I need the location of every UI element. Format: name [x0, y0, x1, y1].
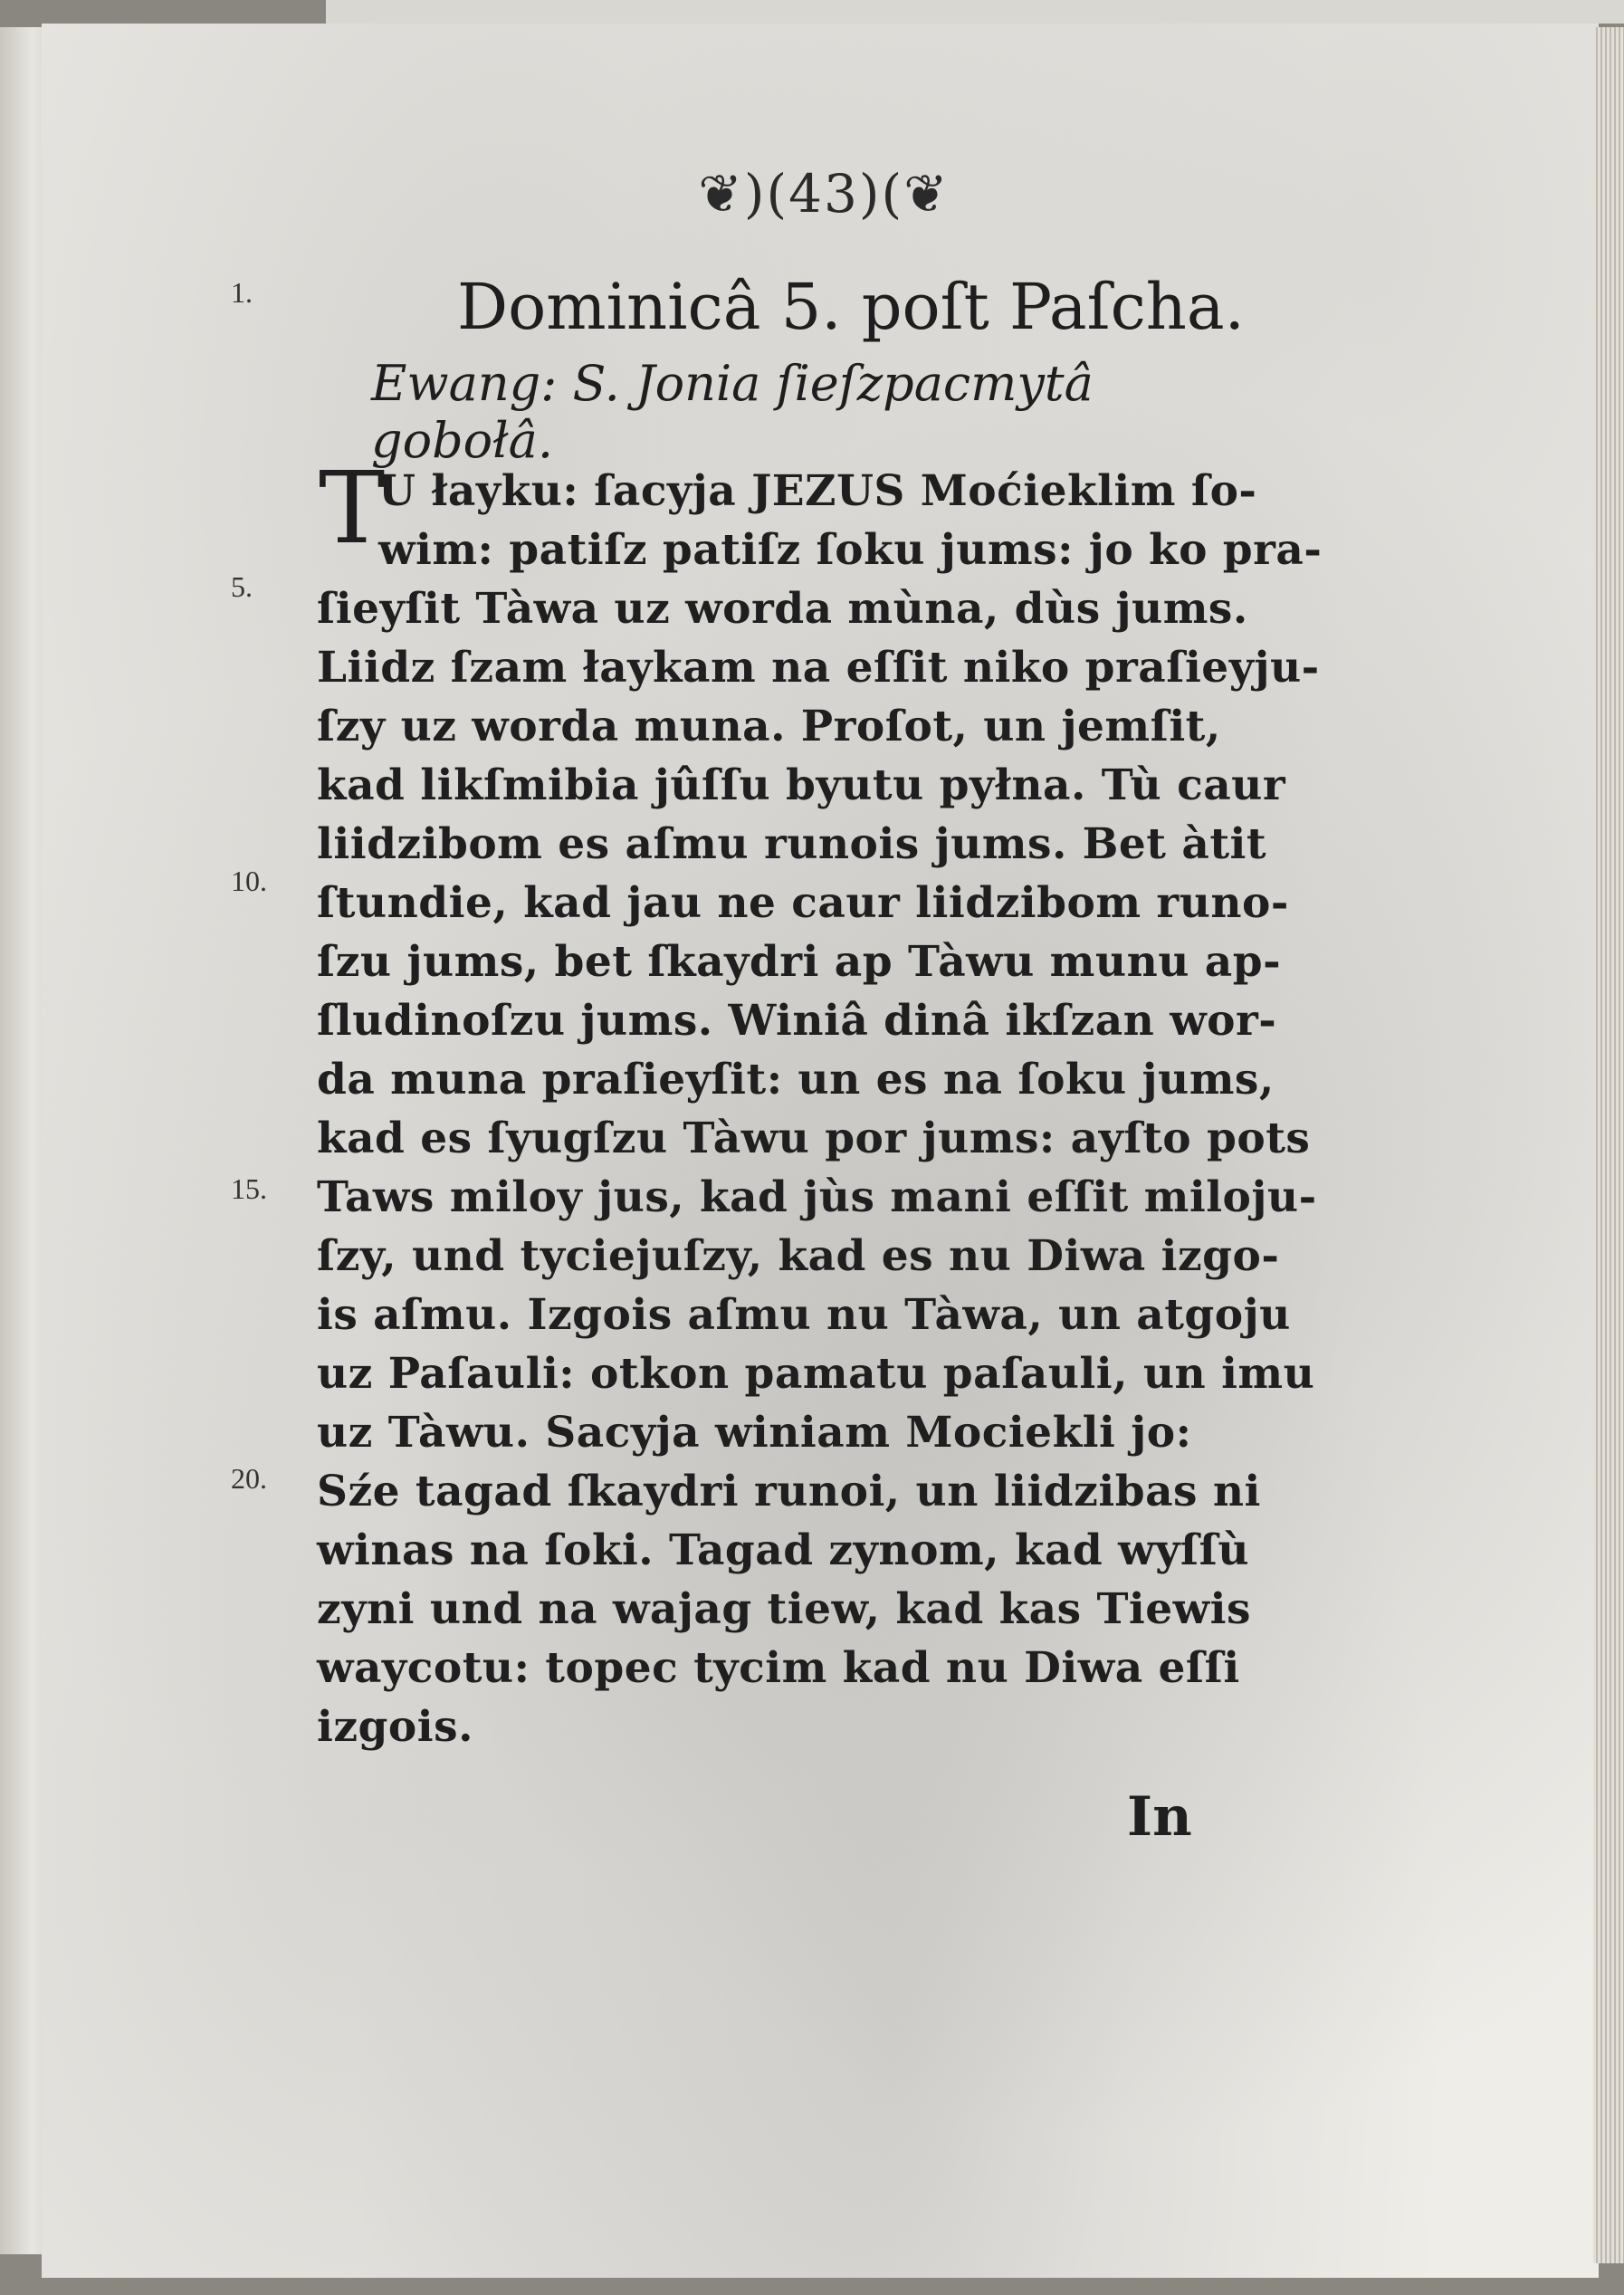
text-line: uz Paſauli: otkon pamatu paſauli, un imu [317, 1349, 1315, 1399]
line-number-20: 20. [231, 1462, 267, 1495]
section-title: Dominicâ 5. poſt Paſcha. [457, 270, 1245, 344]
drop-cap: T [319, 450, 386, 566]
line-number-15: 15. [231, 1172, 267, 1205]
text-line: Taws miloy jus, kad jùs mani eſſit miloju- [317, 1172, 1317, 1222]
text-line: da muna praſieyſit: un es na ſoku jums, [317, 1055, 1275, 1104]
text-line: U łayku: ſacyja JEZUS Moćieklim ſo- [378, 466, 1257, 516]
text-line: winas na ſoki. Tagad zynom, kad wyſſù [317, 1525, 1250, 1575]
text-line: liidzibom es aſmu runois jums. Bet àtit [317, 819, 1267, 869]
text-line: zyni und na wajag tiew, kad kas Tiewis [317, 1584, 1251, 1634]
text-line: ſtundie, kad jau ne caur liidzibom runo- [317, 878, 1289, 928]
line-number-1: 1. [231, 276, 253, 309]
text-line: kad es ſyugſzu Tàwu por jums: ayſto pots [317, 1114, 1311, 1163]
page-stack-edge [1593, 27, 1624, 2263]
text-line: ſzu jums, bet ſkaydri ap Tàwu munu ap- [317, 937, 1282, 987]
line-number-5: 5. [231, 570, 253, 603]
catchword: In [1127, 1785, 1192, 1849]
line-number-10: 10. [231, 865, 267, 897]
text-line: kad likſmibia jûſſu byutu pyłna. Tù caur [317, 760, 1286, 810]
text-line: uz Tàwu. Sacyja winiam Mociekli jo: [317, 1408, 1192, 1458]
running-head-page-number: ❦)(43)(❦ [698, 163, 950, 225]
text-line: is aſmu. Izgois aſmu nu Tàwa, un atgoju [317, 1290, 1291, 1340]
text-line: ſzy, und tyciejuſzy, kad es nu Diwa izgo- [317, 1231, 1280, 1281]
section-subtitle: Ewang: S. Jonia ſieſzpacmytâ gobołâ. [371, 355, 1094, 469]
text-line: izgois. [317, 1702, 473, 1752]
text-line: wim: patiſz patiſz ſoku jums: jo ko pra- [378, 525, 1323, 575]
text-line: ſzy uz worda muna. Proſot, un jemſit, [317, 702, 1221, 751]
text-line: Sźe tagad ſkaydri runoi, un liidzibas ni [317, 1467, 1261, 1516]
text-line: ſieyſit Tàwa uz worda mùna, dùs jums. [317, 584, 1248, 634]
book-top-strip [326, 0, 1624, 24]
text-line: waycotu: topec tycim kad nu Diwa eſſi [317, 1643, 1240, 1693]
text-line: Liidz ſzam łaykam na eſſit niko praſieyju- [317, 643, 1320, 693]
text-line: ſludinoſzu jums. Winiâ dinâ ikſzan wor- [317, 996, 1277, 1046]
